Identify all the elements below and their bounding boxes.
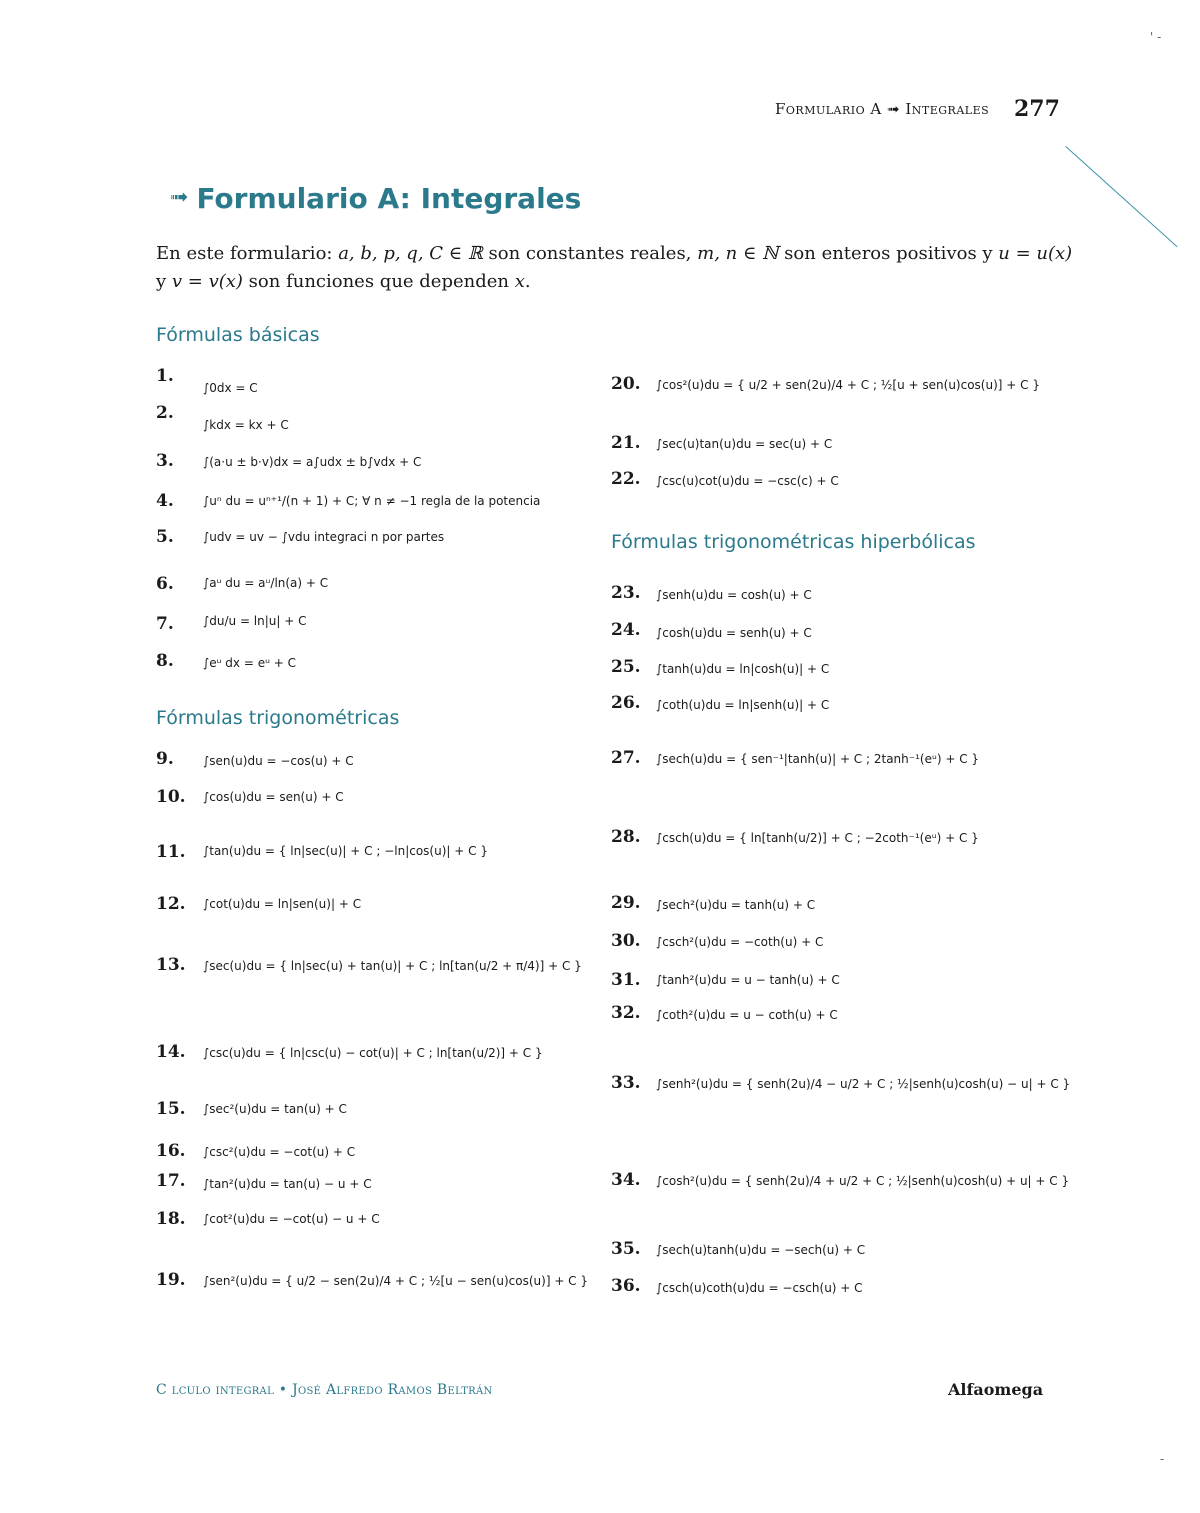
title-text: Formulario A: Integrales	[196, 182, 582, 215]
formula-number: 22.	[611, 469, 641, 489]
formula: ∫(a·u ± b·v)dx = a∫udx ± b∫vdx + C	[203, 455, 422, 469]
formula: ∫sech(u)tanh(u)du = −sech(u) + C	[656, 1243, 866, 1257]
formula: ∫csch(u)du = { ln[tanh(u/2)] + C ; −2coth⁻¹(eᵘ) + C }	[656, 831, 979, 845]
formula: ∫cosh²(u)du = { senh(2u)/4 + u/2 + C ; ½|senh(u)cosh(u) + u| + C }	[656, 1174, 1070, 1188]
corner-mark-bottom: -	[1160, 1452, 1165, 1466]
running-header: Formulario A ➟ Integrales	[775, 100, 990, 118]
formula: ∫coth(u)du = ln|senh(u)| + C	[656, 698, 830, 712]
formula: ∫cosh(u)du = senh(u) + C	[656, 626, 812, 640]
formula: ∫cos(u)du = sen(u) + C	[203, 790, 344, 804]
intro-math: v = v(x)	[171, 271, 243, 292]
formula-number: 26.	[611, 693, 641, 713]
section-heading-basic: Fórmulas básicas	[156, 324, 320, 346]
formula-number: 14.	[156, 1042, 186, 1062]
section-heading-trig: Fórmulas trigonométricas	[156, 707, 400, 729]
intro-text: .	[524, 271, 531, 292]
formula-number: 2.	[156, 403, 174, 423]
formula: ∫cos²(u)du = { u/2 + sen(2u)/4 + C ; ½[u + sen(u)cos(u)] + C }	[656, 378, 1040, 392]
formula: ∫sen²(u)du = { u/2 − sen(2u)/4 + C ; ½[u − sen(u)cos(u)] + C }	[203, 1274, 589, 1288]
formula-number: 16.	[156, 1141, 186, 1161]
intro-text: y	[156, 271, 172, 292]
formula-number: 28.	[611, 827, 641, 847]
formula-number: 9.	[156, 749, 174, 769]
formula: ∫csc(u)cot(u)du = −csc(c) + C	[656, 474, 839, 488]
formula-number: 17.	[156, 1171, 186, 1191]
formula: ∫sec(u)tan(u)du = sec(u) + C	[656, 437, 833, 451]
formula: ∫senh²(u)du = { senh(2u)/4 − u/2 + C ; ½|senh(u)cosh(u) − u| + C }	[656, 1077, 1071, 1091]
formula-number: 1.	[156, 366, 174, 386]
intro-math: u = u(x)	[998, 243, 1073, 264]
formula-number: 36.	[611, 1276, 641, 1296]
formula-number: 6.	[156, 574, 174, 594]
intro-text: son constantes reales,	[482, 243, 698, 264]
formula: ∫0dx = C	[203, 381, 258, 395]
formula-number: 7.	[156, 614, 174, 634]
intro-paragraph	[156, 240, 1086, 296]
formula: ∫tan(u)du = { ln|sec(u)| + C ; −ln|cos(u)| + C }	[203, 844, 488, 858]
formula: ∫csc(u)du = { ln|csc(u) − cot(u)| + C ; ln[tan(u/2)] + C }	[203, 1046, 543, 1060]
intro-text: son funciones que dependen	[242, 271, 515, 292]
page-title	[170, 182, 581, 215]
formula-number: 18.	[156, 1209, 186, 1229]
formula-number: 30.	[611, 931, 641, 951]
formula-number: 11.	[156, 842, 186, 862]
arrow-icon: ➟	[170, 185, 189, 210]
formula-number: 21.	[611, 433, 641, 453]
formula: ∫uⁿ du = uⁿ⁺¹/(n + 1) + C; ∀ n ≠ −1 regla de la potencia	[203, 494, 541, 508]
formula: ∫du/u = ln|u| + C	[203, 614, 307, 628]
formula: ∫csch²(u)du = −coth(u) + C	[656, 935, 824, 949]
formula: ∫cot²(u)du = −cot(u) − u + C	[203, 1212, 380, 1226]
formula-number: 15.	[156, 1099, 186, 1119]
formula: ∫cot(u)du = ln|sen(u)| + C	[203, 897, 362, 911]
formula-number: 34.	[611, 1170, 641, 1190]
formula: ∫sec(u)du = { ln|sec(u) + tan(u)| + C ; ln[tan(u/2 + π/4)] + C }	[203, 959, 582, 973]
formula-number: 27.	[611, 748, 641, 768]
formula-number: 23.	[611, 583, 641, 603]
formula: ∫tanh²(u)du = u − tanh(u) + C	[656, 973, 840, 987]
formula-number: 12.	[156, 894, 186, 914]
formula: ∫kdx = kx + C	[203, 418, 289, 432]
formula-number: 19.	[156, 1270, 186, 1290]
formula-number: 3.	[156, 451, 174, 471]
formula-number: 35.	[611, 1239, 641, 1259]
formula-number: 5.	[156, 527, 174, 547]
formula-number: 10.	[156, 787, 186, 807]
formula-number: 20.	[611, 374, 641, 394]
formula-number: 4.	[156, 491, 174, 511]
formula-number: 13.	[156, 955, 186, 975]
formula: ∫udv = uv − ∫vdu integraci n por partes	[203, 530, 445, 544]
formula-number: 8.	[156, 651, 174, 671]
formula: ∫sech(u)du = { sen⁻¹|tanh(u)| + C ; 2tanh⁻¹(eᵘ) + C }	[656, 752, 980, 766]
formula: ∫eᵘ dx = eᵘ + C	[203, 656, 297, 670]
formula-number: 31.	[611, 970, 641, 990]
decorative-line	[1065, 146, 1177, 247]
intro-math: a, b, p, q, C ∈ ℝ	[338, 243, 483, 264]
formula: ∫senh(u)du = cosh(u) + C	[656, 588, 812, 602]
intro-text: son enteros positivos y	[778, 243, 999, 264]
formula: ∫tan²(u)du = tan(u) − u + C	[203, 1177, 372, 1191]
formula: ∫sech²(u)du = tanh(u) + C	[656, 898, 816, 912]
formula-number: 24.	[611, 620, 641, 640]
footer-book-title: C lculo integral • José Alfredo Ramos Beltrán	[156, 1382, 493, 1398]
intro-math: x	[514, 271, 525, 292]
formula: ∫csc²(u)du = −cot(u) + C	[203, 1145, 356, 1159]
section-heading-hyperbolic: Fórmulas trigonométricas hiperbólicas	[611, 531, 976, 553]
corner-mark-top: ' -	[1150, 30, 1162, 44]
intro-text: En este formulario:	[156, 243, 339, 264]
formula: ∫csch(u)coth(u)du = −csch(u) + C	[656, 1281, 863, 1295]
formula-number: 25.	[611, 657, 641, 677]
formula-number: 29.	[611, 893, 641, 913]
formula: ∫sen(u)du = −cos(u) + C	[203, 754, 354, 768]
formula: ∫sec²(u)du = tan(u) + C	[203, 1102, 347, 1116]
formula: ∫aᵘ du = aᵘ/ln(a) + C	[203, 576, 329, 590]
formula-number: 33.	[611, 1073, 641, 1093]
formula: ∫tanh(u)du = ln|cosh(u)| + C	[656, 662, 830, 676]
formula-number: 32.	[611, 1003, 641, 1023]
intro-math: m, n ∈ ℕ	[697, 243, 779, 264]
footer-publisher: Alfaomega	[948, 1380, 1044, 1399]
page-number: 277	[1014, 96, 1060, 122]
formula: ∫coth²(u)du = u − coth(u) + C	[656, 1008, 838, 1022]
